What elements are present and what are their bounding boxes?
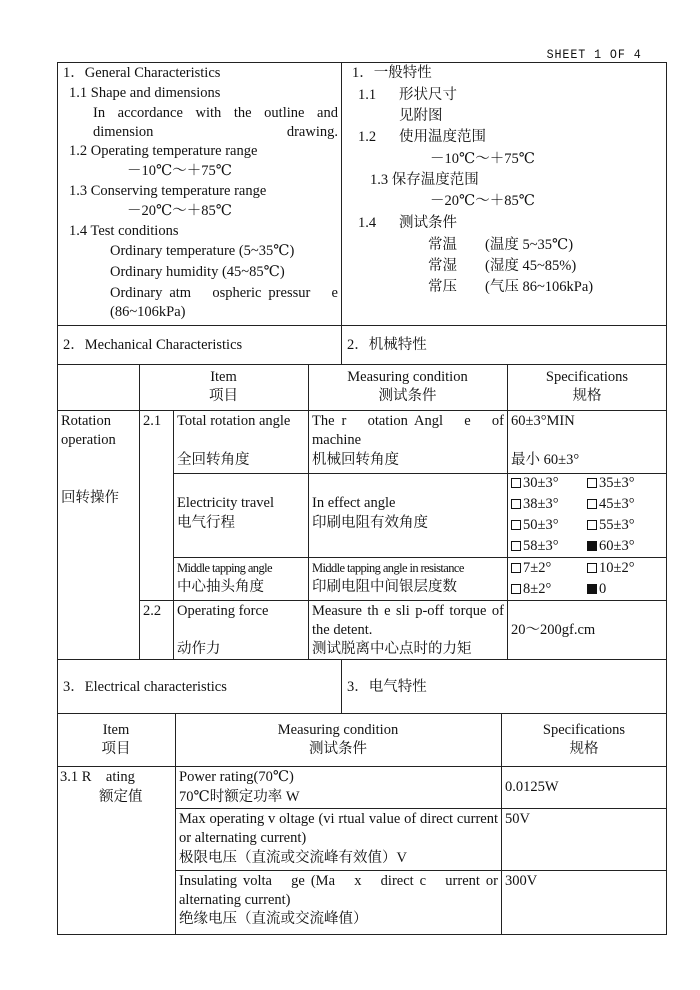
row21-cond-zh: 机械回转角度 [312, 452, 399, 468]
conserving-temp-value-zh: －20℃～＋85℃ [430, 193, 535, 209]
elec-header-spec-en: Specifications [542, 722, 626, 738]
max-voltage-spec: 50V [505, 811, 530, 827]
mech-header-cond-en: Measuring condition [347, 369, 468, 385]
option-label: 38±3° [523, 496, 559, 512]
operating-temp-value-zh: －10℃～＋75℃ [430, 151, 535, 167]
checkbox-icon [587, 520, 597, 530]
insulating-voltage-spec: 300V [505, 873, 538, 889]
elec-header-spec-zh: 规格 [569, 741, 599, 757]
mechanical-title-en: 2．Mechanical Characteristics [63, 337, 243, 353]
conserving-temp-en: 1.3 Conserving temperature range [69, 183, 267, 199]
elec-header-item-zh: 项目 [101, 741, 131, 757]
option-label: 60±3° [599, 538, 635, 554]
shape-dimensions-en: 1.1 Shape and dimensions [69, 85, 221, 101]
general-title-zh: 1．一般特性 [352, 65, 432, 81]
mech-header-item-en: Item [210, 369, 237, 385]
elec-header-cond-zh: 测试条件 [309, 741, 367, 757]
rating-group-zh: 额定值 [99, 789, 143, 805]
option-38[interactable] [511, 495, 559, 514]
option-label: 0 [599, 581, 607, 597]
rotation-operation-en: Rotation operation [61, 413, 116, 448]
row22-cond-zh: 测试脱离中心点时的力矩 [312, 641, 472, 657]
general-title-en: 1．General Characteristics [63, 65, 221, 81]
shape-dimensions-body-en: In accordance with the outline and dimension drawing. [93, 105, 338, 140]
row21-spec-zh: 最小 60±3° [511, 452, 580, 468]
elec-header-item-en: Item [102, 722, 130, 738]
option-7[interactable] [511, 559, 551, 578]
insulating-voltage-zh: 绝缘电压（直流或交流峰值） [179, 911, 368, 927]
press-value-zh: (气压 86~106kPa) [485, 279, 594, 295]
option-58[interactable] [511, 537, 559, 556]
total-rotation-angle-en: Total rotation angle [177, 413, 291, 429]
power-rating-en: Power rating(70℃) [179, 769, 294, 785]
operating-temp-value-en: －10℃～＋75℃ [127, 163, 232, 179]
shape-num-zh: 1.1 [358, 87, 377, 103]
mech-col-2 [308, 364, 309, 660]
row21-cond-en: The r otation Angl e of machine [312, 413, 504, 448]
checkbox-icon [511, 541, 521, 551]
checkbox-icon [587, 499, 597, 509]
operating-force-zh: 动作力 [177, 641, 221, 657]
mech-header-cond-zh: 测试条件 [378, 388, 437, 404]
elec-cond-zh: 印刷电阻有效角度 [312, 515, 428, 531]
shape-body-zh: 见附图 [399, 108, 443, 124]
press-label-zh: 常压 [428, 279, 457, 295]
middle-tapping-angle-en: Middle tapping angle [177, 561, 272, 575]
mech-col-num [173, 410, 174, 660]
option-45[interactable] [587, 495, 635, 514]
test-num-zh: 1.4 [358, 215, 377, 231]
op-temp-num-zh: 1.2 [358, 129, 377, 145]
max-voltage-en: Max operating v oltage (vi rtual value of direct current or alternating current) [179, 811, 498, 846]
checkbox-icon [587, 478, 597, 488]
checkbox-icon [511, 520, 521, 530]
option-label: 8±2° [523, 581, 552, 597]
checkbox-icon [511, 478, 521, 488]
test-conditions-zh: 测试条件 [399, 215, 457, 231]
mech-col-1 [139, 364, 140, 660]
ordinary-temperature-en: Ordinary temperature (5~35℃) [110, 243, 295, 259]
option-label: 30±3° [523, 475, 559, 491]
option-label: 10±2° [599, 560, 635, 576]
ordinary-pressure-en: Ordinary atm ospheric pressur e (86~106kPa) [110, 285, 338, 320]
checkbox-icon [511, 563, 521, 573]
mech-header-spec-en: Specifications [545, 369, 629, 385]
mech-header-item-zh: 项目 [209, 388, 238, 404]
total-rotation-angle-zh: 全回转角度 [177, 452, 250, 468]
row22-num: 2.2 [143, 603, 162, 619]
elec-row1-bottom [175, 808, 667, 809]
option-55[interactable] [587, 516, 635, 535]
temp-label-zh: 常温 [428, 237, 457, 253]
rotation-operation-zh: 回转操作 [61, 490, 119, 506]
option-label: 45±3° [599, 496, 635, 512]
checkbox-icon [511, 584, 521, 594]
humid-value-zh: (湿度 45~85%) [485, 258, 577, 274]
checkbox-icon [587, 563, 597, 573]
rating-group-en: 3.1 R ating [60, 769, 135, 785]
test-conditions-en: 1.4 Test conditions [69, 223, 179, 239]
sheet-number: SHEET 1 OF 4 [546, 47, 642, 62]
option-label: 58±3° [523, 538, 559, 554]
option-label: 35±3° [599, 475, 635, 491]
option-60[interactable] [587, 537, 635, 556]
option-10[interactable] [587, 559, 635, 578]
electricity-travel-en: Electricity travel [177, 495, 275, 511]
general-divider [341, 62, 342, 326]
option-label: 55±3° [599, 517, 635, 533]
row21-spec-en: 60±3°MIN [511, 413, 575, 429]
mechanical-title-divider [341, 325, 342, 365]
mech-elec-bottom [173, 557, 667, 558]
elec-header-bottom [57, 766, 667, 767]
mech-col-3 [507, 364, 508, 660]
mid-cond-en: Middle tapping angle in resistance [312, 561, 464, 575]
checkbox-checked-icon [587, 584, 597, 594]
checkbox-checked-icon [587, 541, 597, 551]
mech-header-spec-zh: 规格 [572, 388, 602, 404]
conserving-temp-value-en: －20℃～＋85℃ [127, 203, 232, 219]
insulating-voltage-en: Insulating volta ge (Ma x direct c urrent or alternating current) [179, 873, 498, 908]
max-voltage-zh: 极限电压（直流或交流峰有效值）V [179, 850, 407, 866]
ordinary-humidity-en: Ordinary humidity (45~85℃) [110, 264, 285, 280]
power-rating-spec: 0.0125W [505, 779, 559, 795]
elec-cond-en: In effect angle [312, 495, 396, 511]
electricity-travel-zh: 电气行程 [177, 515, 235, 531]
conserving-temp-zh: 1.3 保存温度范围 [370, 172, 479, 188]
power-rating-zh: 70℃时额定功率 W [179, 789, 300, 805]
mechanical-title-zh: 2．机械特性 [347, 337, 427, 353]
shape-dimensions-zh: 形状尺寸 [399, 87, 457, 103]
operating-temp-en: 1.2 Operating temperature range [69, 143, 258, 159]
operating-force-spec: 20～200gf.cm [511, 622, 596, 638]
electrical-title-zh: 3．电气特性 [347, 679, 427, 695]
option-0[interactable] [587, 580, 606, 599]
option-8[interactable] [511, 580, 551, 599]
row22-cond-en: Measure th e sli p-off torque of the detent. [312, 603, 504, 638]
checkbox-icon [511, 499, 521, 509]
temp-value-zh: (温度 5~35℃) [485, 237, 574, 253]
humid-label-zh: 常湿 [428, 258, 457, 274]
mid-cond-zh: 印刷电阻中间银层度数 [312, 579, 457, 595]
operating-temp-zh: 使用温度范围 [399, 129, 486, 145]
option-50[interactable] [511, 516, 559, 535]
option-label: 50±3° [523, 517, 559, 533]
option-35[interactable] [587, 474, 635, 493]
mech-header-bottom [57, 410, 667, 411]
row21-num: 2.1 [143, 413, 162, 429]
electrical-title-en: 3．Electrical characteristics [63, 679, 227, 695]
elec-row2-bottom [175, 870, 667, 871]
middle-tapping-angle-zh: 中心抽头角度 [177, 579, 264, 595]
mech-mid-bottom [139, 600, 667, 601]
option-label: 7±2° [523, 560, 552, 576]
option-30[interactable] [511, 474, 559, 493]
operating-force-en: Operating force [177, 603, 269, 619]
electrical-title-divider [341, 659, 342, 714]
elec-header-cond-en: Measuring condition [277, 722, 399, 738]
